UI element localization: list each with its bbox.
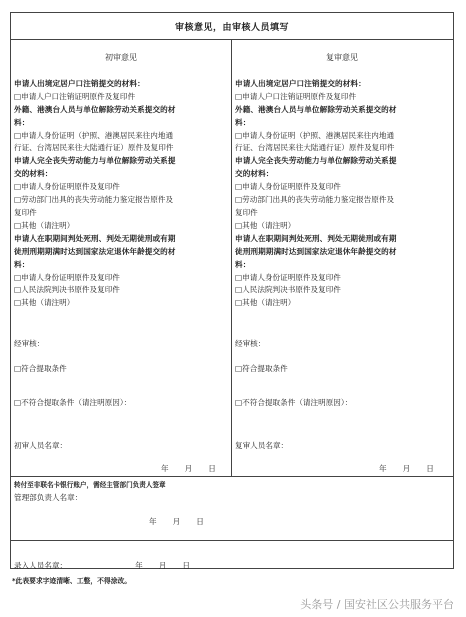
signer-label: 复审人员名章： (235, 440, 289, 450)
footnote: *此表要求字迹清晰、工整，不得涂改。 (12, 577, 132, 585)
checkbox-item[interactable]: □其他（请注明） (14, 220, 75, 230)
section-title: 交的材料： (235, 169, 274, 179)
section-title: 料： (14, 117, 30, 127)
section-title: 外籍、港澳台人员与单位解除劳动关系提交的材 (14, 104, 176, 114)
eligible-checkbox[interactable]: □符合提取条件 (14, 364, 67, 374)
checkbox-item[interactable]: □人民法院判决书原件及复印件 (235, 285, 341, 295)
checkbox-item[interactable]: □申请人身份证明原件及复印件 (235, 182, 341, 192)
checkbox-item[interactable]: □申请人身份证明原件及复印件 (14, 272, 120, 282)
review-label: 经审核： (235, 339, 266, 349)
initial-review-date: 年 月 日 (161, 464, 216, 473)
checkbox-item[interactable]: □申请人身份证明（护照、港澳居民来往内地通 (14, 130, 174, 140)
section-title: 申请人在职期间判处死刑、判处无期徒刑或有期 (235, 233, 397, 243)
review-label: 经审核： (14, 339, 45, 349)
section-title: 申请人完全丧失劳动能力与单位解除劳动关系提 (235, 156, 397, 166)
section-title: 外籍、港澳台人员与单位解除劳动关系提交的材 (235, 104, 397, 114)
entry-label: 录入人员名章： 年 月 日 (14, 561, 190, 570)
section-title: 料： (235, 259, 251, 269)
re-review-date: 年 月 日 (379, 464, 434, 473)
section-title: 料： (235, 117, 251, 127)
eligible-checkbox[interactable]: □符合提取条件 (235, 364, 288, 374)
manager-label: 管理部负责人名章： (14, 493, 83, 502)
signer-label: 初审人员名章： (14, 440, 68, 450)
section-title: 申请人在职期间判处死刑、判处无期徒刑或有期 (14, 233, 176, 243)
checkbox-item[interactable]: □申请人身份证明原件及复印件 (14, 182, 120, 192)
checkbox-item[interactable]: □其他（请注明） (235, 298, 296, 308)
checkbox-item-cont: 行证、台湾居民来往大陆通行证）原件及复印件 (235, 143, 395, 153)
checkbox-item-cont: 行证、台湾居民来往大陆通行证）原件及复印件 (14, 143, 174, 153)
checkbox-item-cont: 复印件 (14, 207, 37, 217)
transfer-note: 转付至非联名卡银行账户，需经主管部门负责人签章 (14, 481, 166, 489)
checkbox-item[interactable]: □申请人身份证明原件及复印件 (235, 272, 341, 282)
initial-review-heading: 初审意见 (105, 53, 137, 62)
review-form (10, 12, 454, 569)
section-title: 申请人完全丧失劳动能力与单位解除劳动关系提 (14, 156, 176, 166)
re-review-column (235, 39, 449, 453)
checkbox-item[interactable]: □其他（请注明） (235, 220, 296, 230)
form-title: 审核意见，由审核人员填写 (174, 23, 289, 33)
checkbox-item[interactable]: □申请人身份证明（护照、港澳居民来往内地通 (235, 130, 395, 140)
section-title: 申请人出境定居户口注销提交的材料： (235, 78, 366, 88)
checkbox-item[interactable]: □人民法院判决书原件及复印件 (14, 285, 120, 295)
re-review-heading: 复审意见 (326, 53, 358, 62)
ineligible-checkbox[interactable]: □不符合提取条件（请注明原因）： (14, 398, 132, 408)
section-title: 交的材料： (14, 169, 53, 179)
divider (11, 476, 453, 477)
checkbox-item[interactable]: □劳动部门出具的丧失劳动能力鉴定报告原件及 (14, 195, 174, 205)
column-divider (231, 39, 232, 476)
divider (11, 540, 453, 541)
checkbox-item[interactable]: □劳动部门出具的丧失劳动能力鉴定报告原件及 (235, 195, 395, 205)
checkbox-item[interactable]: □申请人户口注销证明原件及复印件 (235, 91, 357, 101)
section-title: 料： (14, 259, 30, 269)
checkbox-item-cont: 复印件 (235, 207, 258, 217)
checkbox-item[interactable]: □其他（请注明） (14, 298, 75, 308)
section-title: 徒刑刑期期满时达到国家法定退休年龄提交的材 (14, 246, 176, 256)
section-title: 申请人出境定居户口注销提交的材料： (14, 78, 145, 88)
manager-date: 年 月 日 (149, 517, 204, 526)
ineligible-checkbox[interactable]: □不符合提取条件（请注明原因）： (235, 398, 353, 408)
initial-review-column (14, 39, 228, 453)
watermark: 头条号 / 国安社区公共服务平台 (300, 598, 454, 611)
checkbox-item[interactable]: □申请人户口注销证明原件及复印件 (14, 91, 136, 101)
section-title: 徒刑刑期期满时达到国家法定退休年龄提交的材 (235, 246, 397, 256)
